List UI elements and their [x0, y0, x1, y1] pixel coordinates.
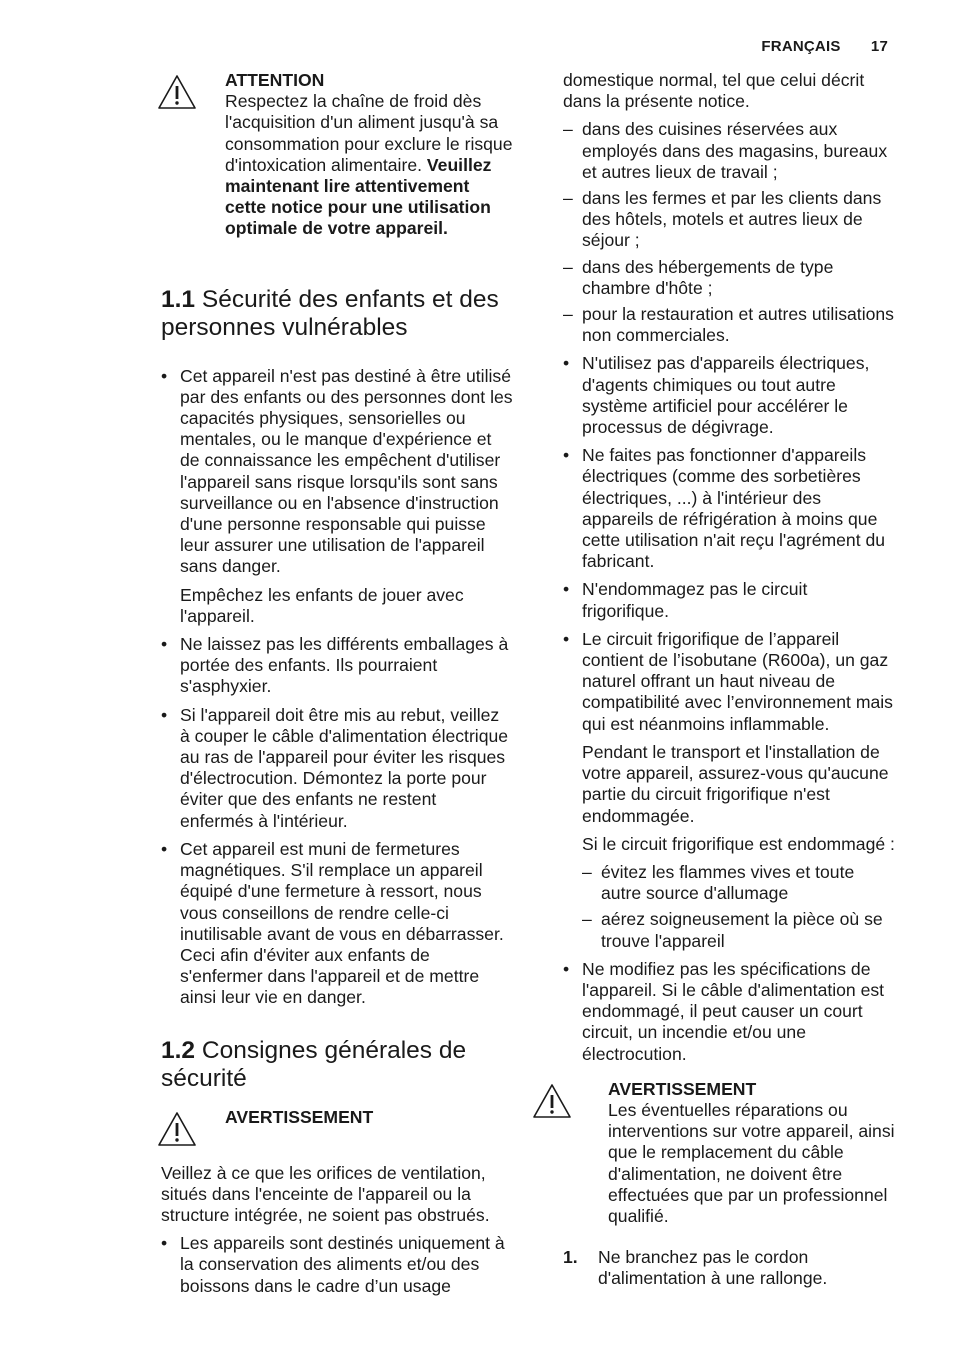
item-number: 1. — [563, 1247, 578, 1268]
item-text: Ne branchez pas le cordon d'alimentation à une rallonge. — [598, 1247, 828, 1289]
right-column — [563, 70, 897, 1290]
list-item-text: Cet appareil n'est pas destiné à être utilisé par des enfants ou des personnes dont les capacités physiques, sensorielles ou mentales, ou le manque d'expérience et de connaissance les empêchent d'utiliser l'appareil sans risque lorsqu'ils sont sans surveillance ou en l'absence d'instruction d'une personne responsable qui puisse leur assurer une utilisation de l'appareil sans danger. — [180, 365, 513, 577]
warning-triangle-icon — [532, 1083, 572, 1119]
page-number: 17 — [870, 38, 888, 55]
section-title: Sécurité des enfants et des personnes vulnérables — [161, 285, 499, 341]
dash-item: – dans des hébergements de type chambre d'hôte ; — [563, 257, 897, 299]
dash-item: – dans des cuisines réservées aux employés dans des magasins, bureaux et autres lieux de travail ; — [563, 119, 897, 183]
section-number: 1.2 — [161, 1036, 196, 1064]
children-safety-list — [161, 366, 513, 1009]
warning-block — [536, 1079, 897, 1227]
dash-item: – dans les fermes et par les clients dans des hôtels, motels et autres lieux de séjour ; — [563, 188, 897, 252]
attention-title: ATTENTION — [225, 70, 325, 90]
damaged-dash-list — [582, 862, 897, 952]
language-label: FRANÇAIS — [761, 38, 841, 55]
list-item: • Les appareils sont destinés uniquement à la conservation des aliments et/ou des boissons dans le cadre d’un usage — [161, 1233, 513, 1297]
warning-title: AVERTISSEMENT — [608, 1078, 757, 1099]
warning-triangle-icon — [157, 74, 197, 110]
numbered-list — [563, 1247, 897, 1289]
list-item-extra: Empêchez les enfants de jouer avec l'appareil. — [180, 584, 464, 626]
warning-title: AVERTISSEMENT — [225, 1106, 374, 1127]
attention-bold-text: Veuillez maintenant lire attentivement cette notice pour une utilisation optimale de votre appareil. — [225, 154, 492, 239]
page-header — [761, 38, 888, 55]
list-item: • N'endommagez pas le circuit frigorifique. — [563, 579, 897, 621]
list-item: • Ne modifiez pas les spécifications de l'appareil. Si le câble d'alimentation est endommagé, il peut causer un court circuit, un incendie et/ou une électrocution. — [563, 959, 897, 1065]
section-title: Consignes générales de sécurité — [161, 1036, 467, 1092]
dash-item: – aérez soigneusement la pièce où se trouve l'appareil — [582, 909, 897, 951]
list-item-text: Le circuit frigorifique de l’appareil contient de l’isobutane (R600a), un gaz naturel offrant un haut niveau de compatibilité avec l’environnement mais qui est néanmoins inflammable. — [582, 628, 893, 734]
list-item — [563, 629, 897, 952]
section-1-2-heading — [161, 1037, 513, 1093]
section-1-1-heading — [161, 286, 513, 342]
numbered-item — [563, 1247, 897, 1289]
usage-dash-list — [563, 119, 897, 346]
general-safety-list — [161, 1233, 513, 1297]
left-column — [161, 70, 513, 1304]
list-item: • Ne faites pas fonctionner d'appareils électriques (comme des sorbetières électriques, ...) à l'intérieur des appareils de réfrigération à moins que cette utilisation n'ait reçu l'agrément du fabricant. — [563, 445, 897, 572]
continuation-text: domestique normal, tel que celui décrit dans la présente notice. — [563, 70, 865, 112]
attention-text: Respectez la chaîne de froid dès l'acquisition d'un aliment jusqu'à sa consommation pour exclure le risque d'intoxication alimentaire. — [225, 91, 513, 175]
damaged-paragraph: Si le circuit frigorifique est endommagé : — [582, 833, 895, 854]
section-number: 1.1 — [161, 285, 196, 313]
list-item — [161, 366, 513, 627]
dash-item: – évitez les flammes vives et toute autre source d'allumage — [582, 862, 897, 904]
list-item: • Si l'appareil doit être mis au rebut, veillez à couper le câble d'alimentation électrique au ras de l'appareil pour éviter les risques d'électrocution. Démontez la porte pour éviter que des enfants ne restent enfermés à l'intérieur. — [161, 705, 513, 832]
transport-paragraph: Pendant le transport et l'installation de votre appareil, assurez-vous qu'aucune partie du circuit frigorifique n'est endommagée. — [582, 741, 889, 826]
warning-triangle-icon — [157, 1111, 197, 1147]
list-item: • Ne laissez pas les différents emballages à portée des enfants. Ils pourraient s'asphyxier. — [161, 634, 513, 698]
attention-block — [161, 70, 513, 240]
general-safety-list-cont — [563, 353, 897, 1064]
list-item: • N'utilisez pas d'appareils électriques, d'agents chimiques ou tout autre système artificiel pour accélérer le processus de dégivrage. — [563, 353, 897, 438]
warning-block — [161, 1107, 513, 1135]
warning-text: Les éventuelles réparations ou interventions sur votre appareil, ainsi que le remplacement du câble d'alimentation, ne doivent être effectuées que par un professionnel qualifié. — [608, 1099, 895, 1226]
dash-item: – pour la restauration et autres utilisations non commerciales. — [563, 304, 897, 346]
ventilation-paragraph: Veillez à ce que les orifices de ventilation, situés dans l'enceinte de l'appareil ou la structure intégrée, ne soient pas obstrués. — [161, 1162, 490, 1225]
list-item: • Cet appareil est muni de fermetures magnétiques. S'il remplace un appareil équipé d'une fermeture à ressort, nous vous conseillons de rendre celle-ci inutilisable avant de vous en débarrasser. Ceci afin d'éviter aux enfants de s'enfermer dans l'appareil et de mettre ainsi leur vie en danger. — [161, 839, 513, 1009]
